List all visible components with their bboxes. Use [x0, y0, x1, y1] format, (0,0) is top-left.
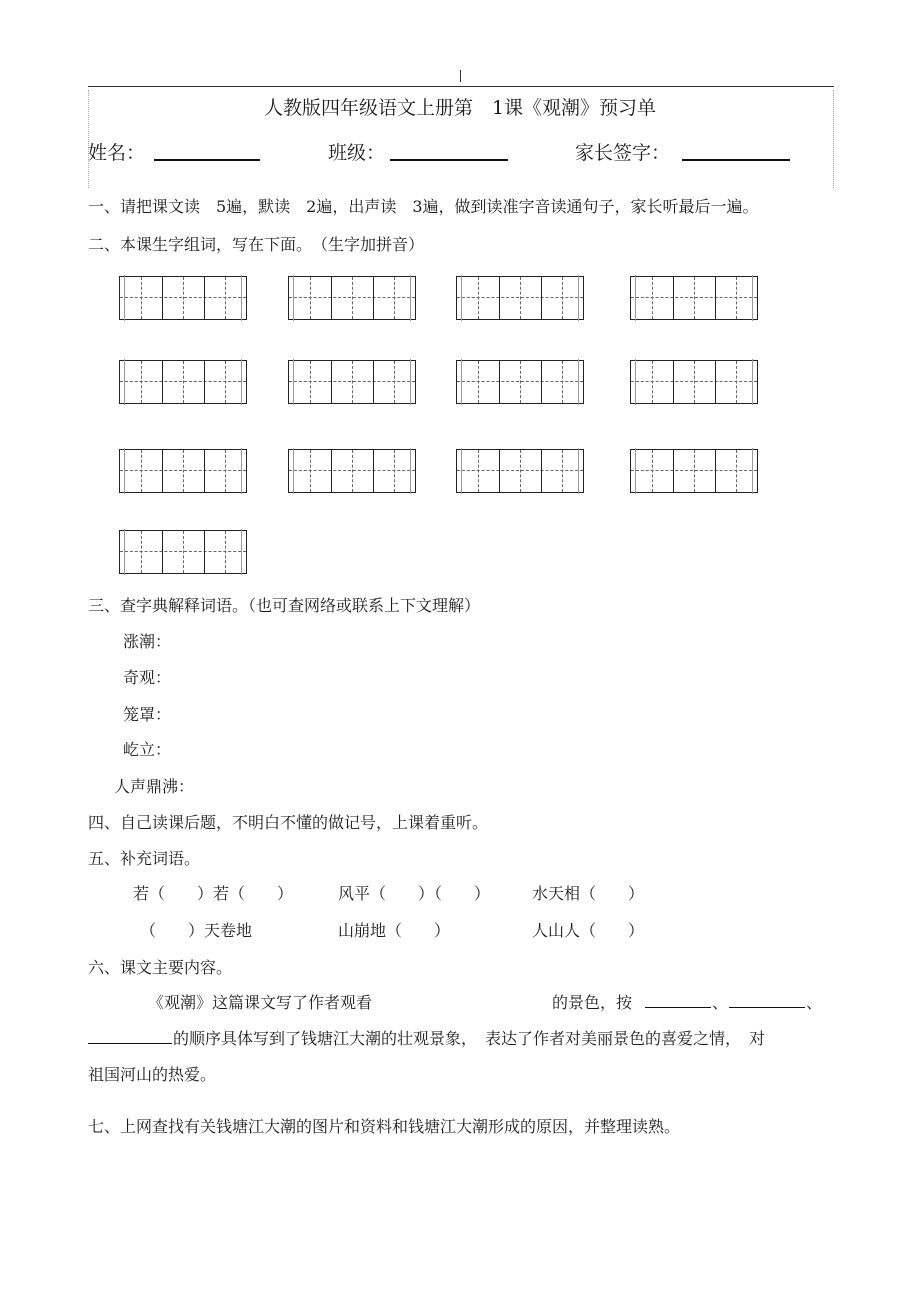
question-7: 七、上网查找有关钱塘江大潮的图片和资料和钱塘江大潮形成的原因，并整理读熟。	[88, 1117, 681, 1136]
summary-blank-2[interactable]	[729, 1007, 805, 1008]
fill-item-1: 若（ ）若（ ）	[133, 884, 294, 903]
writing-grid-9[interactable]	[119, 449, 247, 493]
parent-signature-label: 家长签字：	[575, 142, 671, 164]
word-zhangchao: 涨潮：	[123, 632, 172, 651]
question-6: 六、课文主要内容。	[88, 958, 233, 977]
summary-separator-1: 、	[712, 993, 729, 1012]
fill-item-4: （ ）天卷地	[140, 921, 253, 940]
writing-grid-6[interactable]	[288, 360, 416, 404]
word-yili: 屹立：	[123, 740, 172, 759]
writing-grid-3[interactable]	[456, 276, 584, 320]
summary-separator-2: 、	[806, 993, 823, 1012]
writing-grid-12[interactable]	[630, 449, 758, 493]
fill-item-3: 水天相（ ）	[532, 884, 645, 903]
question-5: 五、补充词语。	[88, 849, 201, 868]
summary-line-1b: 的景色，按	[552, 993, 633, 1012]
summary-line-1a: 《观潮》这篇课文写了作者观看	[148, 993, 373, 1012]
question-4: 四、自己读课后题，不明白不懂的做记号，上课着重听。	[88, 813, 489, 832]
writing-grid-2[interactable]	[288, 276, 416, 320]
word-qiguan: 奇观：	[123, 668, 172, 687]
top-rule	[88, 86, 834, 87]
writing-grid-8[interactable]	[630, 360, 758, 404]
summary-line-3: 祖国河山的热爱。	[88, 1065, 217, 1084]
question-2: 二、本课生字组词，写在下面。 （生字加拼音）	[88, 235, 425, 254]
question-1: 一、请把课文读 5遍，默读 2遍，出声读 3遍，做到读准字音读通句子，家长听最后一遍。	[88, 197, 759, 216]
writing-grid-7[interactable]	[456, 360, 584, 404]
fill-item-5: 山崩地（ ）	[338, 921, 451, 940]
class-label: 班级：	[328, 142, 386, 164]
parent-signature-field[interactable]	[682, 159, 790, 161]
writing-grid-13[interactable]	[119, 530, 247, 574]
writing-grid-4[interactable]	[630, 276, 758, 320]
name-label: 姓名：	[88, 142, 146, 164]
page-title: 人教版四年级语文上册第 1课《观潮》预习单	[263, 97, 657, 119]
summary-line-2: 的顺序具体写到了钱塘江大潮的壮观景象， 表达了作者对美丽景色的喜爱之情， 对	[173, 1029, 766, 1048]
class-field[interactable]	[390, 159, 508, 161]
fill-item-2: 风平（ ）（ ）	[338, 884, 491, 903]
summary-blank-3[interactable]	[88, 1043, 172, 1044]
fill-item-6: 人山人（ ）	[532, 921, 645, 940]
question-3: 三、查字典解释词语。（也可查网络或联系上下文理解）	[88, 596, 481, 615]
writing-grid-11[interactable]	[456, 449, 584, 493]
writing-grid-5[interactable]	[119, 360, 247, 404]
word-renshengdingfei: 人声鼎沸：	[114, 777, 195, 796]
summary-blank-1[interactable]	[645, 1007, 711, 1008]
header-tick-mark	[460, 70, 461, 82]
word-longzhao: 笼罩：	[123, 705, 172, 724]
name-field[interactable]	[154, 159, 260, 161]
writing-grid-10[interactable]	[288, 449, 416, 493]
writing-grid-1[interactable]	[119, 276, 247, 320]
